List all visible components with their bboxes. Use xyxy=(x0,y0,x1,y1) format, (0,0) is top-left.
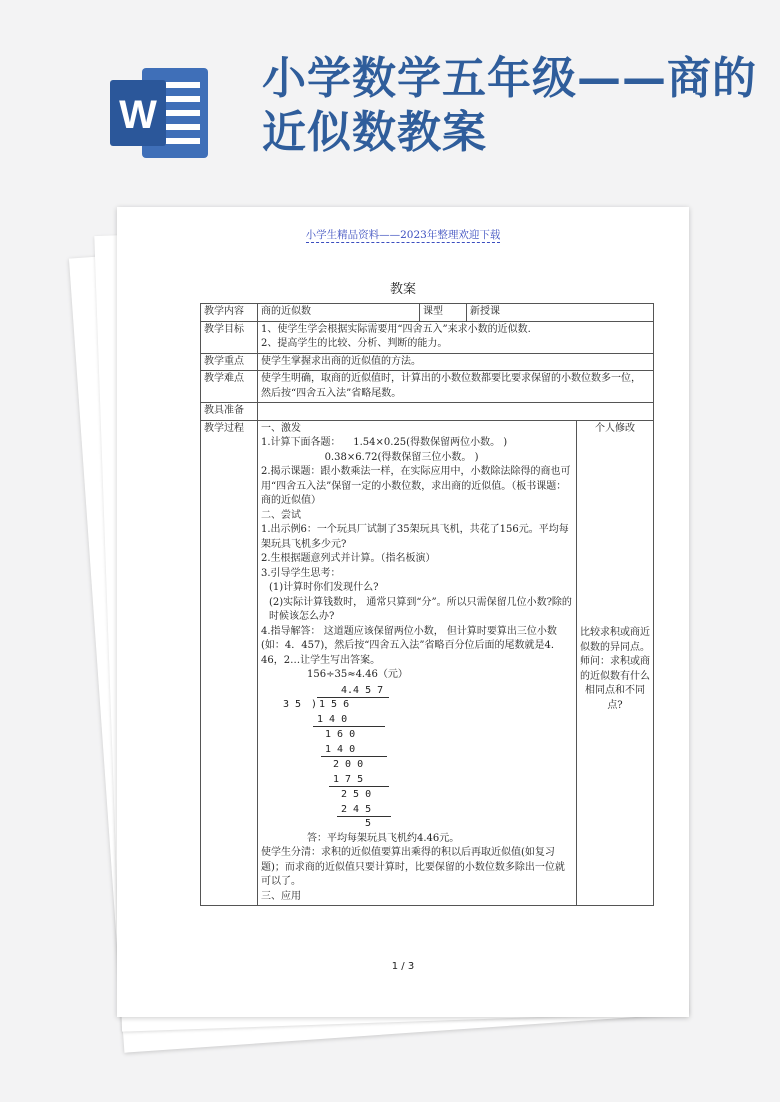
process-line: 2.生根据题意列式并计算。（指名板演） xyxy=(261,553,436,564)
type-value: 新授课 xyxy=(467,304,654,322)
type-label: 课型 xyxy=(420,304,467,322)
table-row xyxy=(201,371,654,403)
key-value: 使学生掌握求出商的近似值的方法。 xyxy=(258,353,654,371)
process-line: 2.揭示课题：跟小数乘法一样，在实际应用中，小数除法除得的商也可用“四舍五入法”保留一定的小数位数，求出商的近似值。（板书课题：商的近似值） xyxy=(261,466,571,506)
process-line: 二、尝试 xyxy=(261,509,301,521)
division-step: 2 0 0 xyxy=(333,758,364,770)
goal-label: 教学目标 xyxy=(201,321,258,353)
division-line xyxy=(313,726,385,727)
goal-line: 2、提高学生的比较、分析、判断的能力。 xyxy=(261,338,448,349)
apply-line: 三、应用 xyxy=(261,890,301,902)
process-label: 教学过程 xyxy=(201,420,258,906)
process-equation: 156÷35≈4.46（元） xyxy=(307,669,408,680)
division-step: 1 4 0 xyxy=(317,713,348,725)
goal-value xyxy=(258,321,654,353)
division-step: 1 7 5 xyxy=(333,773,364,785)
table-row xyxy=(201,403,654,421)
difficulty-value: 使学生明确，取商的近似值时，计算出的小数位数都要比要求保留的小数位数多一位，然后按“四舍五入法”省略尾数。 xyxy=(258,371,654,403)
division-step: 5 xyxy=(365,817,372,829)
process-line: 1.计算下面各题： 1.54×0.25(得数保留两位小数。 ) xyxy=(261,437,508,448)
division-quotient: 4.4 5 7 xyxy=(341,684,384,696)
key-label: 教学重点 xyxy=(201,353,258,371)
side-note: 师问：求积或商的近似数有什么相同点和不同点? xyxy=(580,656,650,711)
tools-label: 教具准备 xyxy=(201,403,258,421)
division-dividend: 1 5 6 xyxy=(319,698,350,710)
page-header xyxy=(117,227,689,242)
division-divisor: 3 5 xyxy=(283,698,302,710)
content-value: 商的近似数 xyxy=(258,304,420,322)
division-step: 2 5 0 xyxy=(341,788,372,800)
document-title: 教案 xyxy=(389,282,416,297)
division-step: 1 6 0 xyxy=(325,728,356,740)
table-row xyxy=(201,420,654,906)
difficulty-label: 教学难点 xyxy=(201,371,258,403)
tools-value xyxy=(258,403,654,421)
header-link[interactable]: 小学生精品资料——2023年整理欢迎下载 xyxy=(305,229,501,241)
division-bracket: ) xyxy=(311,698,318,710)
document-page xyxy=(117,207,689,1017)
side-spacer xyxy=(580,436,650,626)
process-line: (1)计算时你们发现什么? xyxy=(269,582,379,593)
process-line: 一、激发 xyxy=(261,422,301,434)
lesson-plan-table xyxy=(200,303,654,906)
table-row xyxy=(201,353,654,371)
process-line: (2)实际计算钱数时， 通常只算到“分”。所以只需保留几位小数?除的时候该怎么办? xyxy=(269,596,572,622)
svg-text:W: W xyxy=(119,93,157,137)
content-label: 教学内容 xyxy=(201,304,258,322)
table-row xyxy=(201,321,654,353)
process-line: 0.38×6.72(得数保留三位小数。 ) xyxy=(261,451,479,463)
process-line: 4.指导解答： 这道题应该保留两位小数， 但计算时要算出三位小数(如：4．457)，然后按“四舍五入法”省略百分位后面的尾数就是4．46，2…让学生写出答案。 xyxy=(261,625,561,666)
division-line xyxy=(321,756,387,757)
personal-notes xyxy=(577,420,654,906)
word-document-icon xyxy=(108,64,212,162)
table-row xyxy=(201,304,654,322)
process-content xyxy=(258,420,577,906)
division-step: 2 4 5 xyxy=(341,803,372,815)
division-line xyxy=(337,816,391,817)
goal-line: 1、使学生学会根据实际需要用“四舍五入”来求小数的近似数. xyxy=(261,323,531,335)
division-step: 1 4 0 xyxy=(325,743,356,755)
process-line: 1.出示例6：一个玩具厂试制了35架玩具飞机，共花了156元。平均每架玩具飞机多少元? xyxy=(261,524,569,550)
summary-line: 使学生分清：求积的近似值要算出乘得的积以后再取近似值(如复习题)；而求商的近似值只要计算时，比要保留的小数位数多除出一位就可以了。 xyxy=(261,847,565,887)
page-number: 1 / 3 xyxy=(391,961,415,972)
long-division xyxy=(261,684,573,830)
banner-title: 小学数学五年级——商的近似数教案 xyxy=(262,53,757,158)
side-note: 比较求积或商近似数的异同点。 xyxy=(580,627,650,653)
process-line: 3.引导学生思考： xyxy=(261,567,341,579)
answer-line: 答：平均每架玩具飞机约4.46元。 xyxy=(307,832,460,844)
side-header: 个人修改 xyxy=(595,422,635,434)
division-line xyxy=(329,786,389,787)
